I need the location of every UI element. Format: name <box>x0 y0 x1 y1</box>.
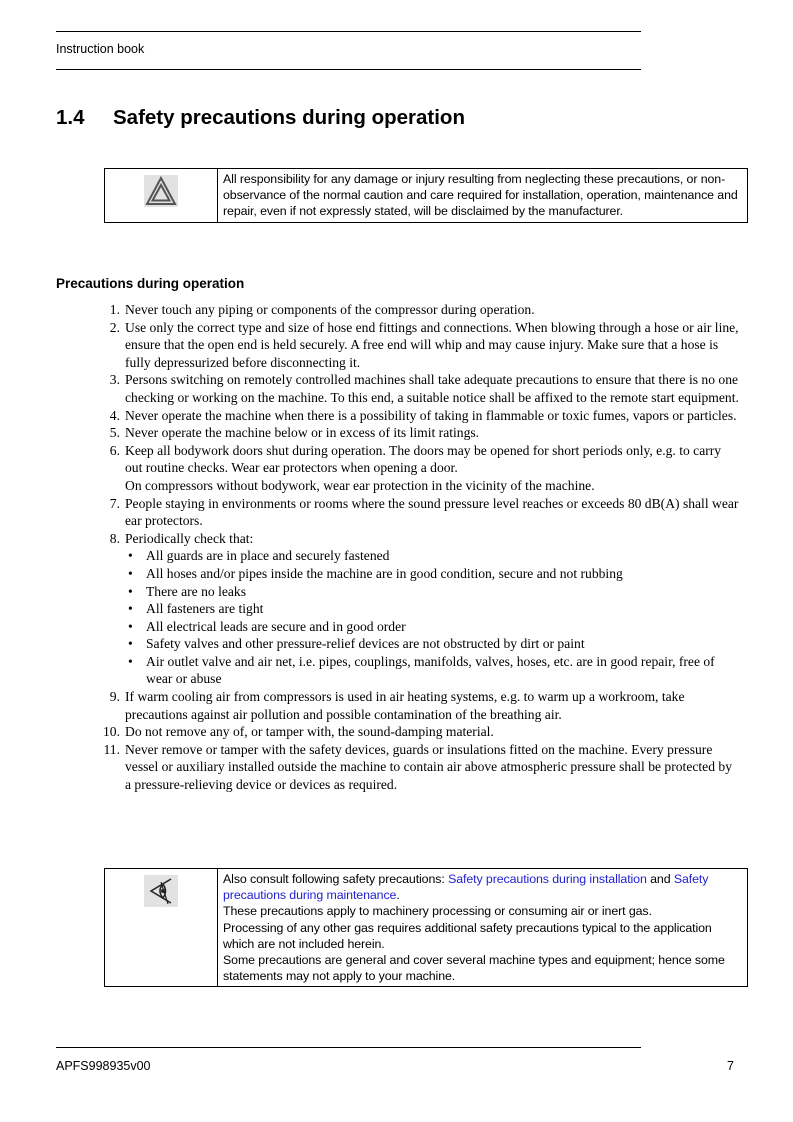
section-title-text: Safety precautions during operation <box>113 106 465 129</box>
bullet-item: • Safety valves and other pressure-relief devices are not obstructed by dirt or paint <box>125 635 740 653</box>
bullet-item: • Air outlet valve and air net, i.e. pipes, couplings, manifolds, valves, hoses, etc. are in good repair, free of wear or abuse <box>125 653 740 688</box>
item-text: Never remove or tamper with the safety devices, guards or insulations fitted on the machine. Every pressure vessel or auxiliary installed outside the machine to contain air above atmospheric pressure shall be protected by a pressure-relieving device or devices as required. <box>125 741 732 793</box>
list-item <box>100 741 740 794</box>
item-number: 3. <box>109 372 120 388</box>
item-number: 10. <box>103 724 120 740</box>
item-text: People staying in environments or rooms where the sound pressure level reaches or exceeds 80 dB(A) shall wear ear protectors. <box>125 495 739 529</box>
warning-box <box>104 168 748 223</box>
eye-icon <box>144 875 178 907</box>
bullet-item: • All electrical leads are secure and in good order <box>125 618 740 636</box>
list-item <box>100 301 740 319</box>
item-text: Never operate the machine below or in excess of its limit ratings. <box>125 425 480 441</box>
link-installation[interactable]: Safety precautions during installation <box>448 872 647 886</box>
list-item <box>100 424 740 442</box>
header-rule <box>56 69 641 70</box>
item-number: 9. <box>109 689 120 705</box>
bullet-item: • All fasteners are tight <box>125 600 740 618</box>
warning-triangle-icon <box>144 175 178 207</box>
info-text: Also consult following safety precautions: Safety precautions during installation and Safety precautions during maintenance. These precautions apply to machinery processing or consuming air or inert gas. Processing of any other gas requires additional safety precautions typical to the application which are not included herein. Some precautions are general and cover several machine types and equipment; hence some statements may not apply to your machine. <box>223 872 725 984</box>
item-text: Persons switching on remotely controlled machines shall take adequate precautions to ensure that there is no one checking or working on the machine. To this end, a suitable notice shall be affixed to the remote start equipment. <box>125 372 739 405</box>
footer-doc-id: APFS998935v00 <box>56 1059 151 1073</box>
subheading: Precautions during operation <box>56 276 245 291</box>
item-number: 4. <box>109 407 120 423</box>
bullet-list <box>125 547 740 688</box>
info-box <box>104 868 748 987</box>
footer-rule <box>56 1047 641 1048</box>
bullet-item: • All guards are in place and securely fastened <box>125 547 740 565</box>
item-extra-text: On compressors without bodywork, wear ear protection in the vicinity of the machine. <box>125 477 595 493</box>
header-title: Instruction book <box>56 42 145 56</box>
list-item <box>100 530 740 688</box>
section-number: 1.4 <box>56 106 85 129</box>
item-number: 8. <box>109 530 120 546</box>
item-number: 5. <box>109 425 120 441</box>
section-title <box>56 106 465 130</box>
list-item <box>100 442 740 495</box>
list-item <box>100 319 740 372</box>
warning-text: All responsibility for any damage or injury resulting from neglecting these precautions, or non-observance of the normal caution and care required for installation, operation, maintenance and repair, even if not expressly stated, will be disclaimed by the manufacturer. <box>223 172 738 219</box>
footer-page-number: 7 <box>727 1059 734 1073</box>
list-item <box>100 495 740 530</box>
item-number: 6. <box>109 442 120 458</box>
link-maintenance[interactable]: Safety precautions during maintenance <box>223 872 709 903</box>
bullet-item: • All hoses and/or pipes inside the machine are in good condition, secure and not rubbing <box>125 565 740 583</box>
item-text: Periodically check that: <box>125 530 254 546</box>
item-text: Use only the correct type and size of hose end fittings and connections. When blowing through a hose or air line, ensure that the open end is held securely. A free end will whip and may cause injury. Make sure that a hose is fully depressurized before disconnecting it. <box>125 319 739 370</box>
precautions-list <box>100 301 740 794</box>
list-item <box>100 723 740 741</box>
item-text: Never touch any piping or components of the compressor during operation. <box>125 302 535 317</box>
item-number: 11. <box>103 741 120 757</box>
list-item <box>100 407 740 425</box>
list-item <box>100 688 740 723</box>
item-text: If warm cooling air from compressors is used in air heating systems, e.g. to warm up a workroom, take precautions against air pollution and possible contamination of the breathing air. <box>125 689 685 722</box>
item-number: 2. <box>109 319 120 335</box>
item-text: Never operate the machine when there is a possibility of taking in flammable or toxic fumes, vapors or particles. <box>125 407 737 423</box>
bullet-item: • There are no leaks <box>125 583 740 601</box>
header-rule <box>56 31 641 32</box>
item-text: Keep all bodywork doors shut during operation. The doors may be opened for short periods only, e.g. to carry out routine checks. Wear ear protectors when opening a door. <box>125 442 722 476</box>
list-item <box>100 371 740 406</box>
item-text: Do not remove any of, or tamper with, the sound-damping material. <box>125 724 494 740</box>
item-number: 7. <box>109 495 120 511</box>
item-number: 1. <box>109 302 120 317</box>
